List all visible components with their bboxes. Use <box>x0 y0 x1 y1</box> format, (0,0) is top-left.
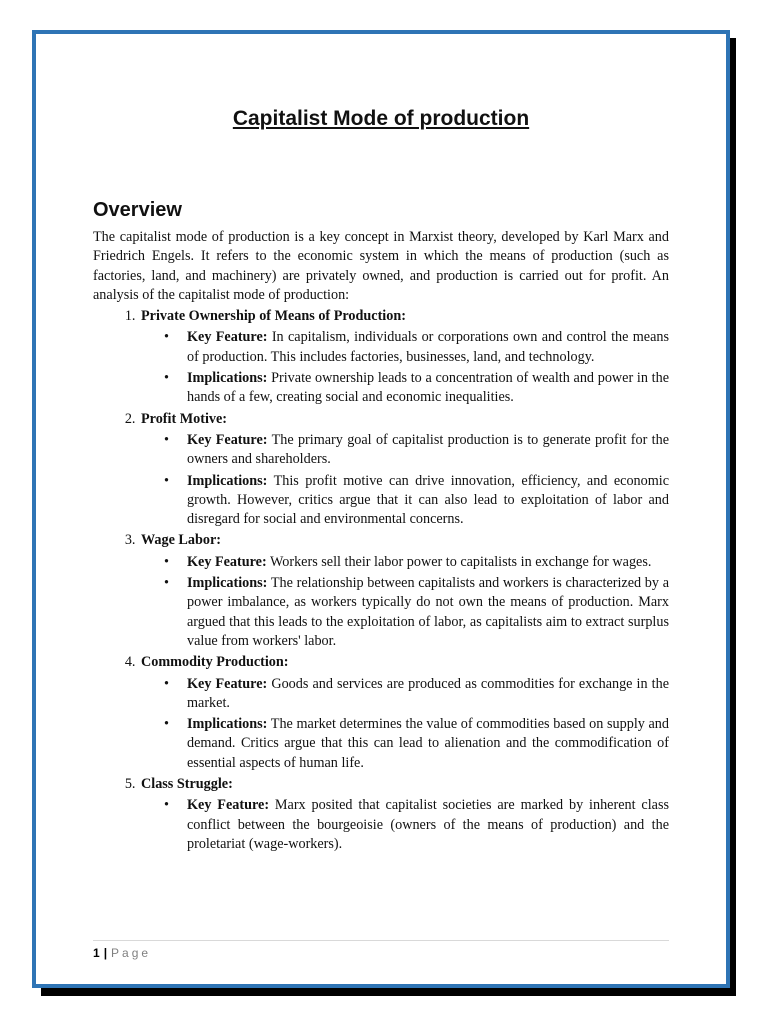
section-item <box>139 775 669 854</box>
point-item <box>187 553 669 572</box>
point-label: Key Feature: <box>187 431 268 448</box>
section-item <box>139 653 669 773</box>
document-page <box>32 30 730 988</box>
point-item <box>187 369 669 408</box>
point-text: Private ownership leads to a concentration of wealth and power in the hands of a few, creating social and economic inequalities. <box>187 370 669 406</box>
point-label: Implications: <box>187 575 268 592</box>
intro-paragraph: The capitalist mode of production is a key concept in Marxist theory, developed by Karl Marx and Friedrich Engels. It refers to the economic system in which the means of production (such as factories, land, and machinery) are privately owned, and production is carried out for profit. An analysis of the capitalist mode of production: <box>93 229 669 303</box>
section-title: 1. Private Ownership of Means of Production: <box>141 308 406 325</box>
point-label: Implications: <box>187 716 268 733</box>
point-item <box>187 675 669 714</box>
document-title: Capitalist Mode of production <box>232 107 530 130</box>
point-label: Key Feature: <box>187 553 267 570</box>
page-label: Page <box>111 946 152 960</box>
section-title: 3. Wage Labor: <box>141 532 221 549</box>
point-list <box>141 675 669 773</box>
section-title: 2. Profit Motive: <box>141 410 228 427</box>
point-text: The relationship between capitalists and workers is characterized by a power imbalance, as workers typically do not own the means of production. Marx argued that this leads to the exploitation of labor, as capitalists aim to extract surplus value from workers' labor. <box>187 575 669 649</box>
point-label: Key Feature: <box>187 329 268 346</box>
page-footer <box>93 946 151 960</box>
point-list <box>141 796 669 854</box>
point-text: This profit motive can drive innovation, efficiency, and economic growth. However, critics argue that it can also lead to exploitation of labor and disregard for social and environmental concerns. <box>187 472 669 528</box>
point-label: Implications: <box>187 472 268 489</box>
point-item <box>187 431 669 470</box>
point-label: Implications: <box>187 370 268 387</box>
point-text: Marx posited that capitalist societies are marked by inherent class conflict between the bourgeoisie (owners of the means of production) and the proletariat (wage-workers). <box>187 797 669 852</box>
point-text: The primary goal of capitalist production is to generate profit for the owners and shareholders. <box>187 431 669 468</box>
footer-divider <box>93 940 669 941</box>
point-item <box>187 574 669 651</box>
point-list <box>141 328 669 407</box>
footer-separator: | <box>103 946 108 960</box>
section-title: 4. Commodity Production: <box>141 654 289 671</box>
point-text: The market determines the value of commodities based on supply and demand. Critics argue that this can lead to alienation and the commodification of essential aspects of human life. <box>187 716 669 771</box>
point-item <box>187 796 669 854</box>
document-body <box>93 228 669 854</box>
section-item <box>139 531 669 651</box>
point-label: Key Feature: <box>187 797 270 814</box>
point-text: Goods and services are produced as commodities for exchange in the market. <box>187 675 669 711</box>
point-label: Key Feature: <box>187 675 268 692</box>
point-text: Workers sell their labor power to capitalists in exchange for wages. <box>266 553 652 570</box>
point-item <box>187 472 669 530</box>
overview-heading: Overview <box>93 199 182 221</box>
section-item <box>139 410 669 530</box>
section-item <box>139 307 669 407</box>
point-text: In capitalism, individuals or corporations own and control the means of production. This includes factories, businesses, land, and technology. <box>187 329 669 365</box>
point-list <box>141 431 669 529</box>
point-item <box>187 328 669 367</box>
point-list <box>141 553 669 651</box>
page-number: 1 <box>93 946 100 960</box>
section-list <box>93 307 669 854</box>
point-item <box>187 715 669 773</box>
section-title: 5. Class Struggle: <box>141 776 233 793</box>
